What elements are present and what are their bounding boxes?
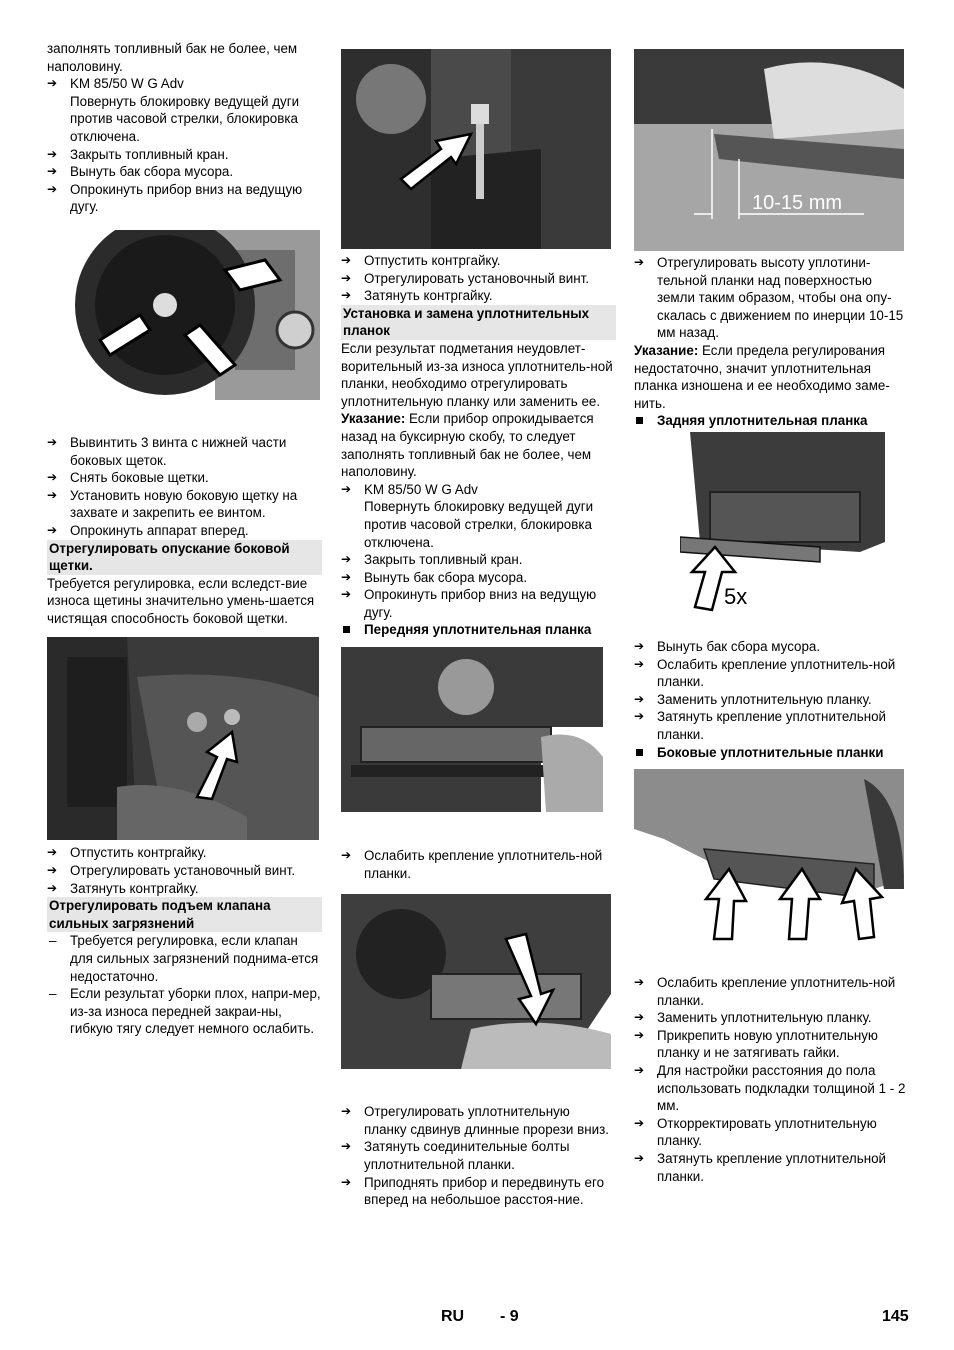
step-detail: Повернуть блокировку ведущей дуги против часовой стрелки, блокировка отключена. xyxy=(364,499,594,550)
step-item: ➔ Затянуть крепление уплотнительной планки. xyxy=(634,1150,906,1185)
step-item: ➔ Отрегулировать установочный винт. xyxy=(341,270,616,288)
column-2 xyxy=(341,40,616,1209)
tension-rod-figure xyxy=(341,49,611,249)
step-item: ➔ Ослабить крепление уплотнитель-ной планки. xyxy=(634,974,906,1009)
step-item: ➔ Опрокинуть прибор вниз на ведущую дугу. xyxy=(341,586,616,621)
step-detail: Повернуть блокировку ведущей дуги против часовой стрелки, блокировка отключена. xyxy=(70,93,300,144)
page-number: 145 xyxy=(882,1308,909,1325)
footer-language: RU xyxy=(441,1308,465,1325)
measurement-label: 10-15 mm xyxy=(752,192,843,214)
step-item: ➔ Ослабить крепление уплотнитель-ной планки. xyxy=(341,847,616,882)
step-item: ➔ Опрокинуть прибор вниз на ведущую дугу. xyxy=(47,181,322,216)
section-heading: Отрегулировать опускание боковой щетки. xyxy=(47,540,322,575)
step-item: ➔ Опрокинуть аппарат вперед. xyxy=(47,522,322,540)
step-item: ➔ Ослабить крепление уплотнитель-ной планки. xyxy=(634,656,906,691)
bullet-heading: Передняя уплотнительная планка xyxy=(341,621,616,639)
paragraph: Если результат подметания неудовлет-ворительный из-за износа уплотнитель-ной планки, необходимо отрегулировать уплотнительную планку или заменить ее. xyxy=(341,340,613,409)
step-item: ➔ Отрегулировать установочный винт. xyxy=(47,862,322,880)
bullet-heading: Задняя уплотнительная планка xyxy=(634,412,906,430)
step-item: ➔ KM 85/50 W G Adv xyxy=(341,481,616,499)
note-label: Указание: xyxy=(341,411,406,427)
step-item: ➔ Закрыть топливный кран. xyxy=(47,146,322,164)
note-paragraph xyxy=(341,410,616,480)
footer-section: - 9 xyxy=(500,1308,519,1325)
column-1 xyxy=(47,40,322,1038)
adjust-screw-figure xyxy=(47,637,319,840)
step-item: ➔ Затянуть крепление уплотнительной планки. xyxy=(634,708,906,743)
step-item: ➔ Затянуть соединительные болты уплотнительной планки. xyxy=(341,1138,616,1173)
seal-strip-adjust-figure xyxy=(341,894,611,1069)
step-item: ➔ Затянуть контргайку. xyxy=(47,880,322,898)
note-paragraph xyxy=(634,342,906,412)
step-item: ➔ Вынуть бак сбора мусора. xyxy=(341,569,616,587)
note-text: Если прибор опрокидывается назад на буксирную скобу, то следует заполнять топливный бак не более, чем наполовину. xyxy=(341,411,594,480)
paragraph: заполнять топливный бак не более, чем наполовину. xyxy=(47,41,298,74)
paragraph: Требуется регулировка, если вследст-вие износа щетины значительно умень-шается чистящая способность боковой щетки. xyxy=(47,575,315,626)
note-text: Если предела регулирования недостаточно, значит уплотнительная планка изношена и ее необходимо заме-нить. xyxy=(634,342,890,411)
step-item: ➔ Вывинтить 3 винта с нижней части боковых щеток. xyxy=(47,434,322,469)
column-3 xyxy=(634,40,906,1185)
rear-seal-strip-figure xyxy=(680,432,890,632)
step-item: ➔ Отрегулировать уплотнительную планку сдвинув длинные прорези вниз. xyxy=(341,1103,616,1138)
step-item: ➔ Снять боковые щетки. xyxy=(47,469,322,487)
section-heading: Отрегулировать подъем клапана сильных загрязнений xyxy=(47,897,322,932)
front-seal-strip-figure xyxy=(341,647,603,812)
step-item: ➔ Вынуть бак сбора мусора. xyxy=(634,638,906,656)
dash-item: – Если результат уборки плох, напри-мер, из-за износа передней закраи-ны, гибкую тягу следует немного ослабить. xyxy=(47,985,322,1038)
step-item: ➔ Откорректировать уплотнительную планку. xyxy=(634,1115,906,1150)
step-item: ➔ Закрыть топливный кран. xyxy=(341,551,616,569)
step-item: ➔ Отрегулировать высоту уплотини-тельной планки над поверхностью земли таким образом, чтобы она опу-скалась с движением по инерции 10-15 мм назад. xyxy=(634,254,906,342)
section-heading: Установка и замена уплотнительных планок xyxy=(341,305,616,340)
step-item: ➔ Установить новую боковую щетку на захвате и закрепить ее винтом. xyxy=(47,487,322,522)
seal-height-figure xyxy=(634,49,904,251)
step-item: ➔ Отпустить контргайку. xyxy=(341,252,616,270)
side-seal-strips-figure xyxy=(634,769,904,944)
side-brush-figure xyxy=(65,230,320,430)
step-item: ➔ Приподнять прибор и передвинуть его вперед на небольшое расстоя-ние. xyxy=(341,1174,616,1209)
step-item: ➔ Затянуть контргайку. xyxy=(341,287,616,305)
bullet-heading: Боковые уплотнительные планки xyxy=(634,744,906,762)
step-item: ➔ Заменить уплотнительную планку. xyxy=(634,1009,906,1027)
step-item: ➔ Вынуть бак сбора мусора. xyxy=(47,163,322,181)
step-item: ➔ KM 85/50 W G Adv xyxy=(47,75,322,93)
dash-item: – Требуется регулировка, если клапан для сильных загрязнений поднима-ется недостаточно. xyxy=(47,932,322,985)
step-item: ➔ Для настройки расстояния до пола использовать подкладки толщиной 1 - 2 мм. xyxy=(634,1062,906,1115)
note-label: Указание: xyxy=(634,342,699,358)
step-item: ➔ Прикрепить новую уплотнительную планку и не затягивать гайки. xyxy=(634,1027,906,1062)
repeat-count-label: 5x xyxy=(724,583,748,609)
step-item: ➔ Отпустить контргайку. xyxy=(47,844,322,862)
step-item: ➔ Заменить уплотнительную планку. xyxy=(634,691,906,709)
